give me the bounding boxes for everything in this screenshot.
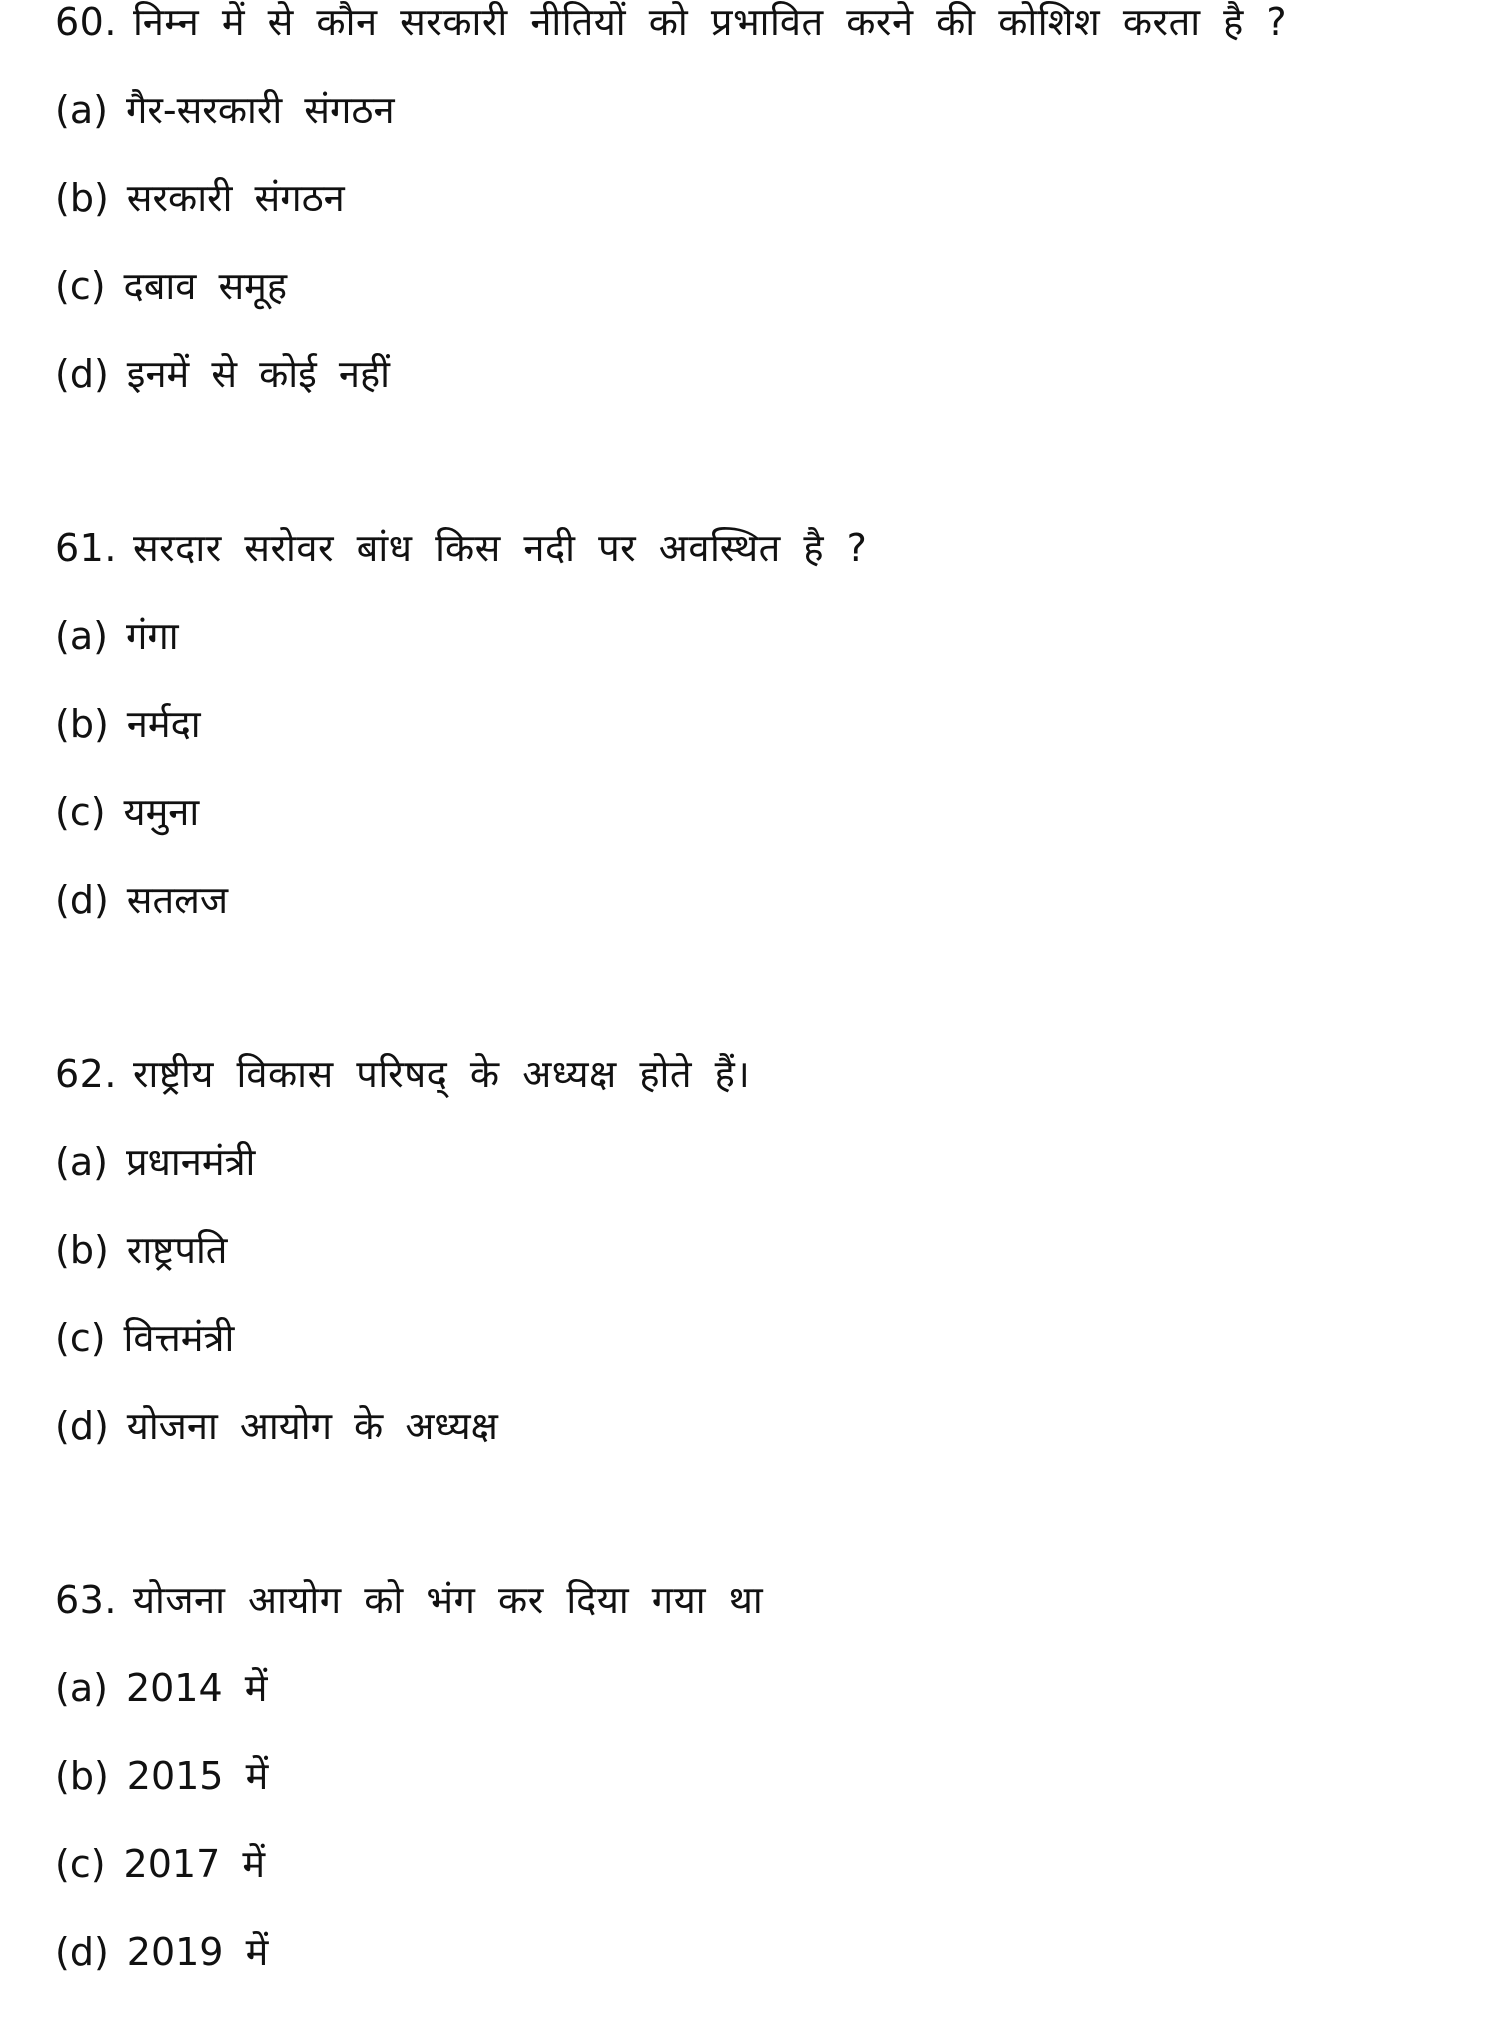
question-number: 61. — [55, 526, 117, 570]
question-62 — [55, 1030, 1475, 1470]
option-text: सतलज — [126, 878, 229, 922]
question-number: 60. — [55, 0, 117, 44]
question-text-line — [55, 1556, 1475, 1644]
option-letter: (c) — [55, 1842, 106, 1886]
option-b — [55, 1206, 1475, 1294]
option-letter: (c) — [55, 264, 106, 308]
option-letter: (d) — [55, 352, 109, 396]
option-d — [55, 856, 1475, 944]
option-text: इनमें से कोई नहीं — [126, 352, 390, 396]
question-63 — [55, 1556, 1475, 1996]
option-text: गैर-सरकारी संगठन — [125, 88, 395, 132]
option-d — [55, 330, 1475, 418]
option-letter: (c) — [55, 790, 106, 834]
option-a — [55, 592, 1475, 680]
question-text-line — [55, 1030, 1475, 1118]
option-text: 2017 में — [123, 1842, 266, 1886]
option-letter: (d) — [55, 878, 109, 922]
option-c — [55, 1294, 1475, 1382]
question-text: राष्ट्रीय विकास परिषद् के अध्यक्ष होते हैं। — [132, 1052, 751, 1096]
option-text: प्रधानमंत्री — [125, 1140, 256, 1184]
option-letter: (d) — [55, 1930, 109, 1974]
question-text: निम्न में से कौन सरकारी नीतियों को प्रभावित करने की कोशिश करता है ? — [132, 0, 1288, 44]
option-letter: (b) — [55, 1754, 109, 1798]
option-text: गंगा — [125, 614, 179, 658]
option-text: 2019 में — [126, 1930, 269, 1974]
question-text-line — [55, 504, 1475, 592]
option-b — [55, 680, 1475, 768]
option-b — [55, 1732, 1475, 1820]
option-text: 2014 में — [125, 1666, 268, 1710]
option-text: राष्ट्रपति — [126, 1228, 228, 1272]
question-61 — [55, 504, 1475, 944]
option-c — [55, 1820, 1475, 1908]
option-text: योजना आयोग के अध्यक्ष — [126, 1404, 498, 1448]
option-c — [55, 242, 1475, 330]
option-b — [55, 154, 1475, 242]
option-d — [55, 1382, 1475, 1470]
option-letter: (b) — [55, 1228, 109, 1272]
question-text-line — [55, 0, 1475, 66]
option-letter: (a) — [55, 1666, 108, 1710]
question-number: 62. — [55, 1052, 117, 1096]
question-text: सरदार सरोवर बांध किस नदी पर अवस्थित है ? — [132, 526, 868, 570]
option-a — [55, 66, 1475, 154]
option-text: सरकारी संगठन — [126, 176, 345, 220]
option-a — [55, 1644, 1475, 1732]
question-text: योजना आयोग को भंग कर दिया गया था — [132, 1578, 764, 1622]
question-60 — [55, 0, 1475, 418]
option-letter: (c) — [55, 1316, 106, 1360]
option-text: यमुना — [123, 790, 200, 834]
option-letter: (d) — [55, 1404, 109, 1448]
option-text: दबाव समूह — [123, 264, 288, 308]
option-letter: (a) — [55, 614, 108, 658]
option-text: नर्मदा — [126, 702, 201, 746]
option-letter: (b) — [55, 176, 109, 220]
option-letter: (a) — [55, 1140, 108, 1184]
option-text: 2015 में — [126, 1754, 269, 1798]
option-a — [55, 1118, 1475, 1206]
option-letter: (a) — [55, 88, 108, 132]
option-c — [55, 768, 1475, 856]
option-text: वित्तमंत्री — [123, 1316, 235, 1360]
question-number: 63. — [55, 1578, 117, 1622]
option-letter: (b) — [55, 702, 109, 746]
option-d — [55, 1908, 1475, 1996]
